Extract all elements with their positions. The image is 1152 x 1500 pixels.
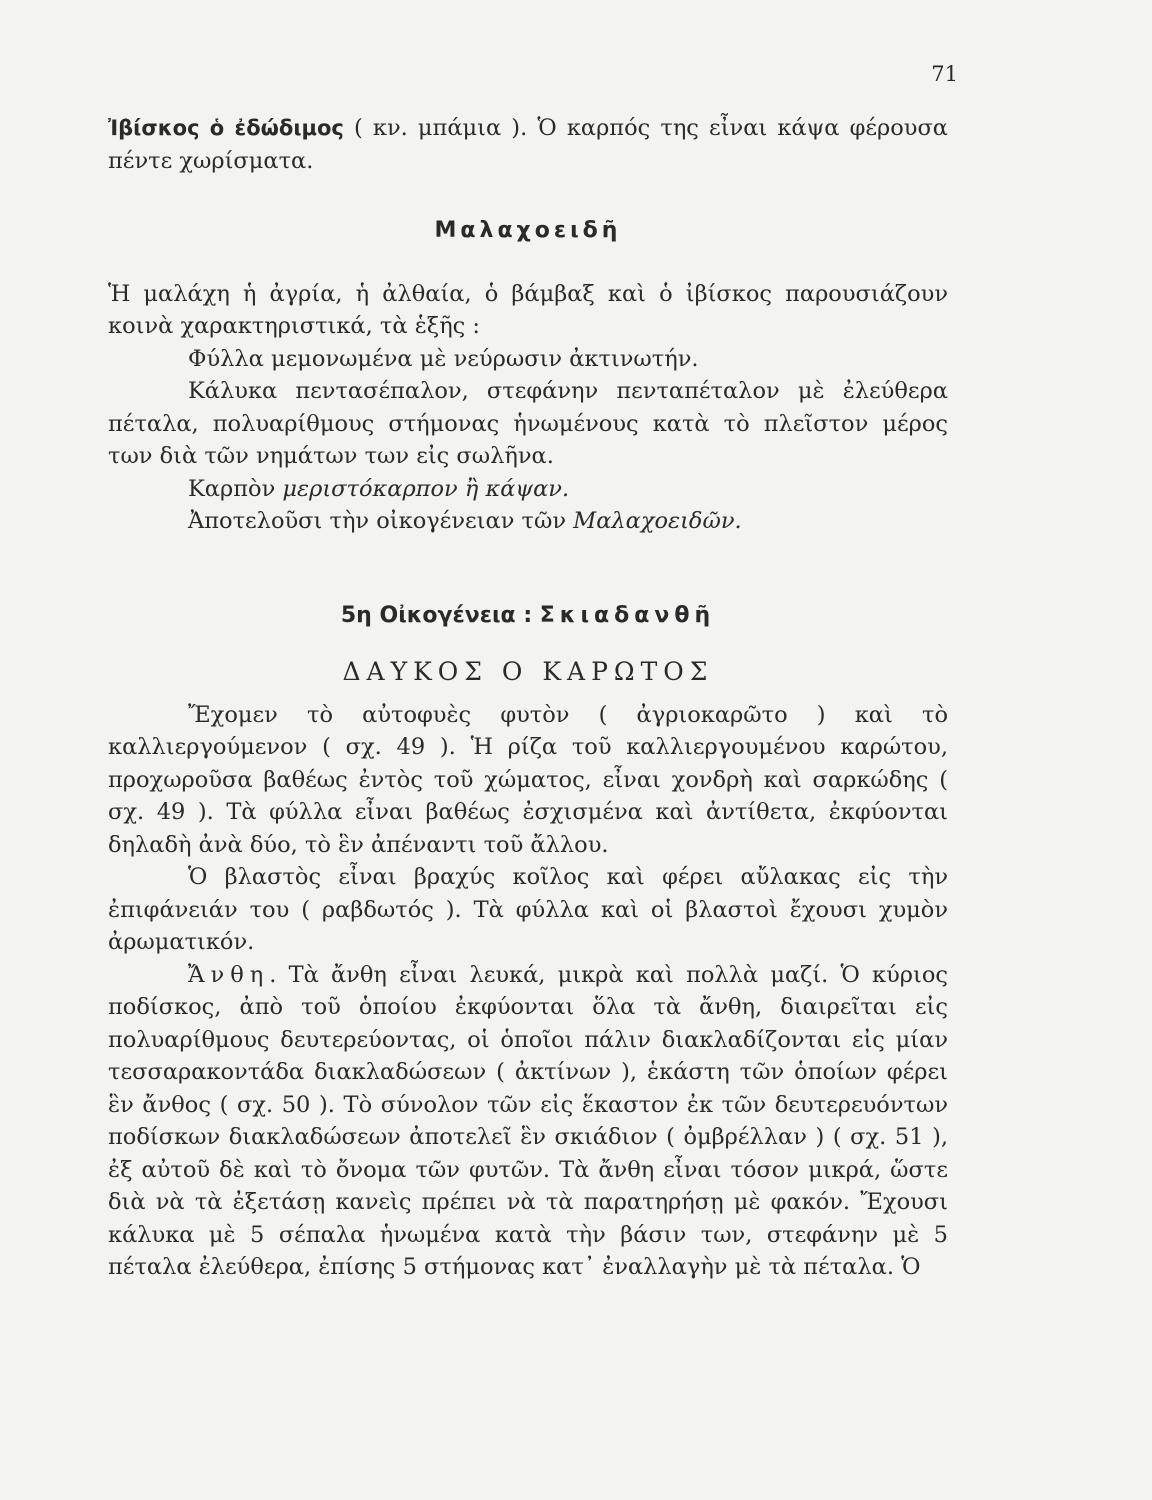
malachoeidi-fruit [108, 473, 948, 506]
family5-prefix: 5η Οἰκογένεια : [340, 602, 540, 628]
daucus-heading: ΔΑΥΚΟΣ Ο ΚΑΡΩΤΟΣ [342, 657, 714, 686]
family-prefix: Ἀποτελοῦσι τὴν οἰκογένειαν τῶν [188, 508, 574, 534]
ibiskos-title: Ἰβίσκος ὁ ἐδώδιμος [108, 116, 344, 140]
malachoeidi-heading: Μαλαχοειδῆ [434, 218, 622, 243]
daucus-paragraph-1: Ἔχομεν τὸ αὐτοφυὲς φυτὸν ( ἀγριοκαρῶτο ) καὶ τὸ καλλιεργούμενον ( σχ. 49 ). Ἡ ρίζα τοῦ καλλιεργουμένου καρώτου, προχωροῦσα βαθέως ἐντὸς τοῦ χώματος, εἶναι χονδρὴ καὶ σαρκώδης ( σχ. 49 ). Τὰ φύλλα εἶναι βαθέως ἐσχισμένα καὶ ἀντίθετα, ἐκφύονται δηλαδὴ ἀνὰ δύο, τὸ ἓν ἀπέναντι τοῦ ἄλλου. [108, 701, 948, 858]
malachoeidi-family [108, 505, 948, 538]
daucus-paragraph-3 [108, 959, 948, 1284]
flowers-label: Ἄνθη [188, 961, 270, 988]
daucus-paragraph-2: Ὁ βλαστὸς εἶναι βραχύς κοῖλος καὶ φέρει αὔλακας εἰς τὴν ἐπιφάνειάν του ( ραβδωτός ). Τὰ φύλλα καὶ οἱ βλαστοὶ ἔχουσι χυμὸν ἀρωματικόν. [108, 864, 948, 955]
malachoeidi-intro: Ἡ μαλάχη ἡ ἀγρία, ἡ ἀλθαία, ὁ βάμβαξ καὶ ὁ ἰβίσκος παρουσιάζουν κοινὰ χαρακτηριστικά, τὰ ἑξῆς : [108, 280, 948, 339]
text-block [108, 112, 948, 1284]
family-italic: Μαλαχοειδῶν. [573, 508, 742, 534]
fruit-italic: μεριστόκαρπον ἢ κάψαν. [282, 475, 570, 502]
family5-heading [108, 600, 948, 633]
flowers-text: . Τὰ ἄνθη εἶναι λευκά, μικρὰ καὶ πολλὰ μαζί. Ὁ κύριος ποδίσκος, ἀπὸ τοῦ ὁποίου ἐκφύονται ὅλα τὰ ἄνθη, διαιρεῖται εἰς πολυαρίθμους δευτερεύοντας, οἱ ὁποῖοι πάλιν διακλαδίζονται εἰς μίαν τεσσαρακοντάδα διακλαδώσεων ( ἀκτίνων ), ἑκάστη τῶν ὁποίων φέρει ἓν ἄνθος ( σχ. 50 ). Τὸ σύνολον τῶν εἰς ἕκαστον ἐκ τῶν δευτερευόντων ποδίσκων διακλαδώσεων ἀποτελεῖ ἓν σκιάδιον ( ὀμβρέλλαν ) ( σχ. 51 ), ἐξ αὐτοῦ δὲ καὶ τὸ ὄνομα τῶν φυτῶν. Τὰ ἄνθη εἶναι τόσον μικρά, ὥστε διὰ νὰ τὰ ἐξετάσῃ κανεὶς πρέπει νὰ τὰ παρατηρήσῃ μὲ φακόν. Ἔχουσι κάλυκα μὲ 5 σέπαλα ἡνωμένα κατὰ τὴν βάσιν των, στεφάνην μὲ 5 πέταλα ἐλεύθερα, ἐπίσης 5 στήμονας κατ᾽ ἐναλλαγὴν μὲ τὰ πέταλα. Ὁ [108, 961, 948, 1280]
malachoeidi-leaves: Φύλλα μεμονωμένα μὲ νεύρωσιν ἀκτινωτήν. [188, 345, 699, 372]
malachoeidi-calyx: Κάλυκα πεντασέπαλον, στεφάνην πενταπέταλον μὲ ἐλεύθερα πέταλα, πολυαρίθμους στήμονας ἡνωμένους κατὰ τὸ πλεῖστον μέρος των διὰ τῶν νημάτων των εἰς σωλῆνα. [108, 378, 948, 469]
ibiskos-paragraph [108, 112, 948, 177]
family5-name: Σκιαδανθῆ [539, 602, 716, 628]
fruit-prefix: Καρπὸν [188, 475, 283, 502]
ibiskos-text: ( κν. μπάμια ). Ὁ καρπός της εἶναι κάψα φέρουσα πέντε χωρίσματα. [108, 115, 948, 174]
page-number: 71 [931, 62, 958, 86]
